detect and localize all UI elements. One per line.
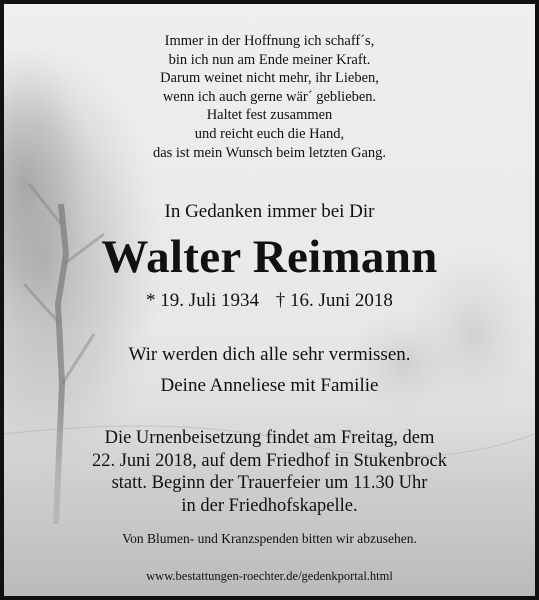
family-signature: Deine Anneliese mit Familie [160,375,379,396]
funeral-line: statt. Beginn der Trauerfeier um 11.30 Uhr [111,473,428,494]
poem-line: Immer in der Hoffnung ich schaff´s, [164,33,375,49]
life-dates [4,290,535,312]
poem-line: und reicht euch die Hand, [194,125,345,142]
flowers-note: Von Blumen- und Kranzspenden bitten wir abzusehen. [122,531,417,546]
death-date: † 16. Juni 2018 [275,290,393,311]
birth-date: * 19. Juli 1934 [146,290,259,311]
poem-line: wenn ich auch gerne wär´ geblieben. [162,88,377,105]
notice-content [4,4,535,596]
poem-line: bin ich nun am Ende meiner Kraft. [168,51,371,68]
poem [4,32,535,162]
intro-text: In Gedanken immer bei Dir [164,201,375,222]
farewell-text: Wir werden dich alle sehr vermissen. [128,344,411,365]
funeral-line: 22. Juni 2018, auf dem Friedhof in Stukenbrock [91,450,448,471]
funeral-line: Die Urnenbeisetzung findet am Freitag, dem [104,428,435,448]
deceased-name: Walter Reimann [101,231,438,283]
funeral-details [4,427,535,517]
poem-line: Haltet fest zusammen [206,107,333,124]
poem-line: das ist mein Wunsch beim letzten Gang. [152,144,387,161]
funeral-line: in der Friedhofskapelle. [181,495,358,516]
memorial-portal-link[interactable]: www.bestattungen-roechter.de/gedenkportal.html [146,569,393,583]
poem-line: Darum weinet nicht mehr, ihr Lieben, [160,70,379,87]
